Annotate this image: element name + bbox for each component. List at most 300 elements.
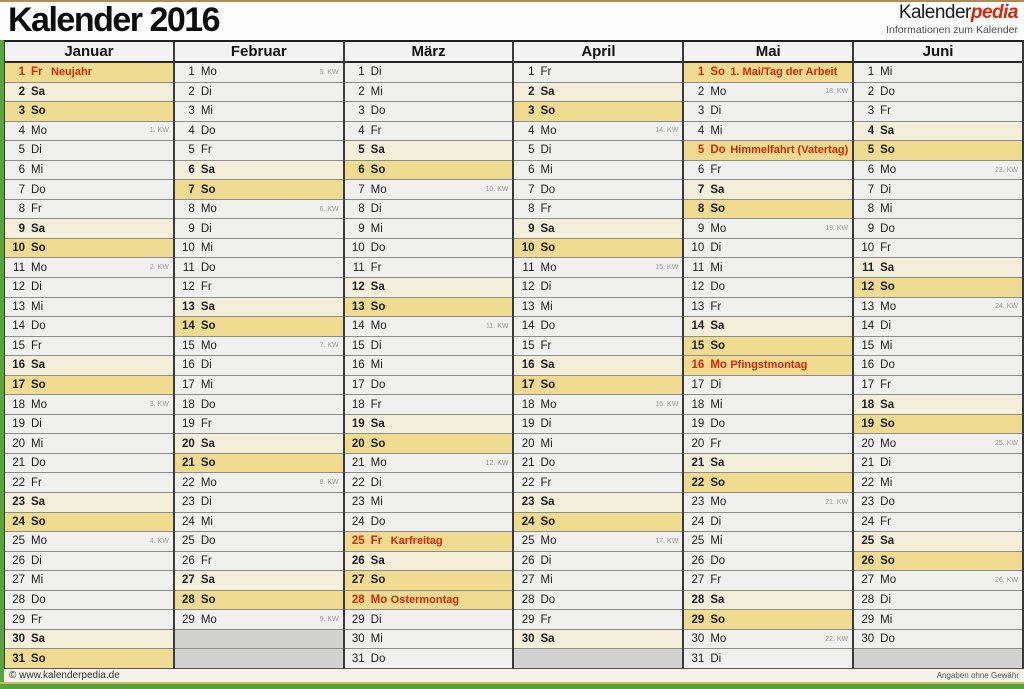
day-weekday: Di: [710, 652, 722, 665]
day-weekday: Do: [710, 281, 726, 294]
day-number: 23: [521, 496, 535, 509]
day-weekday: Sa: [370, 144, 385, 157]
footer-url[interactable]: © www.kalenderpedia.de: [9, 669, 120, 681]
day-weekday: Mi: [880, 476, 893, 489]
day-cell: [514, 258, 682, 278]
day-number: 17: [861, 379, 875, 392]
day-cell: [514, 591, 682, 611]
day-number: 17: [691, 379, 705, 392]
day-cell: [5, 83, 173, 103]
calendar-week-label: 5. KW: [319, 68, 339, 76]
day-number: 27: [351, 574, 365, 587]
day-number: 7: [697, 183, 705, 196]
day-cell: [684, 630, 852, 650]
day-cell: [854, 122, 1022, 142]
day-cell: [854, 102, 1022, 122]
day-weekday: So: [200, 183, 216, 196]
day-number: 5: [18, 144, 25, 157]
month-column-januar: [4, 42, 175, 669]
calendar-week-label: 11. KW: [486, 322, 509, 330]
day-cell: [514, 356, 682, 376]
logo-text-black: Kalender: [898, 2, 971, 23]
day-number: 27: [182, 574, 195, 587]
day-cell: [854, 337, 1022, 357]
day-cell: [345, 317, 513, 337]
title-bar: [0, 2, 1024, 40]
day-cell: [345, 415, 513, 435]
day-cell: [175, 298, 343, 318]
day-number: 11: [13, 261, 25, 274]
day-weekday: Sa: [370, 554, 385, 567]
day-weekday: Fr: [200, 281, 212, 294]
day-weekday: So: [540, 105, 556, 118]
day-weekday: Fr: [370, 398, 382, 411]
day-cell: [684, 258, 852, 278]
day-weekday: Di: [200, 85, 212, 98]
day-cell: [854, 239, 1022, 259]
day-weekday: Do: [370, 515, 386, 528]
day-cell: [345, 356, 513, 376]
day-weekday: Di: [880, 183, 892, 196]
day-weekday: Di: [710, 515, 722, 528]
day-number: 28: [521, 594, 535, 607]
day-number: 26: [521, 554, 535, 567]
day-number: 20: [182, 437, 195, 450]
day-cell: [514, 239, 682, 259]
holiday-label: 1. Mai/Tag der Arbeit: [730, 66, 838, 79]
day-cell: [345, 610, 513, 630]
day-weekday: Do: [880, 496, 895, 509]
day-cell: [5, 376, 173, 396]
holiday-label: Neujahr: [51, 66, 92, 79]
day-number: 18: [351, 398, 365, 411]
day-number: 18: [182, 398, 195, 411]
day-number: 6: [188, 164, 195, 176]
day-number: 20: [691, 437, 705, 450]
calendar-week-label: 15. KW: [655, 264, 679, 272]
day-number: 3: [358, 105, 365, 118]
day-number: 6: [697, 164, 705, 176]
day-weekday: Mi: [710, 261, 723, 274]
day-weekday: Mo: [370, 594, 388, 607]
calendar-week-label: 21. KW: [825, 498, 849, 506]
day-weekday: So: [540, 242, 556, 255]
day-number: 30: [12, 633, 25, 646]
day-cell: [175, 356, 343, 376]
day-weekday: Do: [880, 222, 895, 235]
calendar-week-label: 1. KW: [149, 127, 169, 135]
day-weekday: Mi: [200, 379, 213, 392]
day-weekday: Do: [31, 183, 46, 196]
day-number: 21: [182, 457, 195, 470]
day-weekday: Sa: [540, 359, 555, 372]
day-weekday: Di: [200, 496, 212, 509]
day-cell: [5, 102, 173, 122]
day-weekday: Mi: [540, 164, 553, 176]
day-weekday: Mi: [880, 339, 893, 352]
day-weekday: Fr: [370, 261, 382, 274]
day-number: 29: [12, 613, 25, 626]
day-number: 15: [351, 339, 365, 352]
day-cell: [684, 180, 852, 200]
day-weekday: Mo: [31, 124, 47, 137]
day-weekday: Mo: [710, 633, 727, 646]
day-weekday: Fr: [31, 66, 43, 79]
day-weekday: Mi: [200, 242, 213, 255]
day-cell: [345, 493, 513, 513]
day-cell: [5, 200, 173, 220]
day-weekday: Do: [540, 320, 556, 333]
day-number: 13: [182, 300, 195, 313]
day-number: 9: [188, 222, 195, 235]
day-weekday: Di: [370, 203, 382, 216]
day-cell: [175, 180, 343, 200]
day-number: 12: [861, 281, 875, 294]
day-weekday: Sa: [540, 633, 555, 646]
day-number: 21: [12, 457, 25, 470]
day-number: 26: [12, 554, 25, 567]
day-cell: [175, 376, 343, 396]
day-weekday: Do: [540, 183, 556, 196]
day-cell: [345, 434, 513, 454]
day-weekday: Mi: [710, 124, 723, 137]
day-weekday: Mi: [710, 398, 723, 411]
day-weekday: Fr: [370, 535, 383, 548]
day-weekday: Mo: [31, 535, 47, 548]
day-number: 17: [351, 379, 365, 392]
day-number: 11: [182, 261, 195, 274]
day-number: 10: [351, 242, 365, 255]
day-number: 14: [182, 320, 195, 333]
day-weekday: Mi: [880, 613, 893, 626]
day-weekday: Do: [31, 457, 46, 470]
day-weekday: Di: [540, 281, 552, 294]
holiday-label: Ostermontag: [390, 594, 460, 607]
day-weekday: Mi: [370, 222, 383, 235]
day-weekday: So: [710, 203, 726, 216]
day-weekday: Mo: [880, 300, 897, 313]
day-number: 8: [867, 203, 875, 216]
day-number: 28: [691, 594, 705, 607]
day-cell: [514, 83, 682, 103]
empty-cell: [175, 630, 343, 650]
day-cell: [514, 141, 682, 161]
day-number: 9: [867, 222, 875, 235]
day-number: 9: [697, 222, 705, 235]
day-number: 10: [691, 242, 705, 255]
day-weekday: Do: [200, 124, 216, 137]
day-weekday: So: [370, 574, 386, 587]
day-cell: [5, 454, 173, 474]
day-weekday: Di: [31, 554, 42, 567]
day-cell: [345, 278, 513, 298]
day-number: 18: [521, 398, 535, 411]
day-number: 6: [18, 164, 25, 176]
day-weekday: Mi: [880, 203, 893, 216]
day-cell: [854, 630, 1022, 650]
day-cell: [175, 200, 343, 220]
day-weekday: So: [710, 66, 726, 79]
day-cell: [345, 337, 513, 357]
day-cell: [684, 122, 852, 142]
day-cell: [854, 434, 1022, 454]
day-number: 14: [521, 320, 535, 333]
day-number: 2: [528, 85, 535, 98]
day-weekday: Mi: [200, 105, 213, 118]
day-cell: [5, 356, 173, 376]
day-cell: [345, 552, 513, 572]
day-number: 12: [182, 281, 195, 294]
day-weekday: So: [31, 105, 46, 118]
day-cell: [5, 258, 173, 278]
day-cell: [5, 513, 173, 533]
day-cell: [684, 513, 852, 533]
day-weekday: So: [200, 457, 216, 470]
day-cell: [5, 161, 173, 181]
day-number: 25: [861, 535, 875, 548]
day-weekday: Do: [31, 594, 46, 607]
day-weekday: So: [31, 379, 46, 392]
day-number: 20: [521, 437, 535, 450]
day-cell: [345, 649, 513, 669]
day-number: 24: [12, 515, 25, 528]
day-weekday: Mo: [880, 437, 897, 450]
day-cell: [684, 591, 852, 611]
day-weekday: Do: [880, 633, 895, 646]
day-cell: [175, 591, 343, 611]
day-cell: [684, 473, 852, 493]
day-weekday: So: [710, 339, 726, 352]
month-header: Januar: [5, 42, 173, 63]
day-cell: [345, 571, 513, 591]
day-cell: [5, 337, 173, 357]
day-number: 2: [188, 85, 195, 98]
day-weekday: Mo: [540, 535, 557, 548]
day-number: 16: [351, 359, 365, 372]
day-cell: [175, 513, 343, 533]
day-weekday: Mo: [540, 124, 557, 137]
day-number: 12: [351, 281, 365, 294]
day-cell: [854, 571, 1022, 591]
day-cell: [345, 376, 513, 396]
green-bottom-bar: [0, 684, 1024, 689]
day-cell: [514, 571, 682, 591]
day-cell: [514, 376, 682, 396]
day-weekday: So: [31, 652, 46, 665]
day-number: 3: [528, 105, 535, 118]
day-number: 6: [867, 164, 875, 176]
day-weekday: Sa: [540, 222, 555, 235]
day-number: 27: [861, 574, 875, 587]
day-number: 13: [521, 300, 535, 313]
day-number: 16: [182, 359, 195, 372]
day-weekday: Do: [540, 457, 556, 470]
day-cell: [175, 552, 343, 572]
day-cell: [5, 415, 173, 435]
day-cell: [854, 513, 1022, 533]
day-weekday: Fr: [31, 339, 42, 352]
day-weekday: So: [31, 242, 46, 255]
day-weekday: Mo: [370, 320, 387, 333]
day-weekday: So: [370, 300, 386, 313]
day-number: 16: [12, 359, 25, 372]
day-weekday: Mo: [200, 66, 217, 79]
day-weekday: Fr: [200, 144, 212, 157]
day-number: 10: [182, 242, 195, 255]
day-cell: [345, 454, 513, 474]
day-weekday: Sa: [880, 124, 895, 137]
day-weekday: Mo: [880, 164, 897, 176]
day-weekday: Di: [540, 144, 552, 157]
day-number: 13: [351, 300, 365, 313]
day-weekday: Mi: [710, 535, 723, 548]
day-number: 23: [691, 496, 705, 509]
day-number: 27: [521, 574, 535, 587]
day-cell: [854, 591, 1022, 611]
day-weekday: Sa: [31, 222, 46, 235]
day-weekday: Di: [370, 476, 382, 489]
day-cell: [854, 552, 1022, 572]
day-weekday: So: [880, 418, 895, 431]
day-number: 31: [12, 652, 25, 665]
day-cell: [5, 649, 173, 669]
day-cell: [345, 63, 513, 83]
day-weekday: Di: [540, 418, 552, 431]
day-weekday: Mo: [31, 261, 47, 274]
day-weekday: Di: [710, 379, 722, 392]
day-number: 1: [528, 66, 535, 79]
month-column-mai: [684, 42, 854, 669]
day-number: 22: [521, 476, 535, 489]
day-weekday: Sa: [31, 359, 46, 372]
day-number: 8: [188, 203, 195, 216]
empty-cell: [175, 649, 343, 669]
day-weekday: Fr: [880, 515, 891, 528]
day-number: 26: [182, 554, 195, 567]
holiday-label: Pfingstmontag: [730, 359, 808, 372]
day-weekday: Fr: [880, 105, 891, 118]
day-weekday: Do: [370, 242, 386, 255]
day-cell: [684, 376, 852, 396]
day-weekday: Sa: [710, 183, 725, 196]
calendar-week-label: 6. KW: [319, 205, 339, 213]
month-column-juni: [854, 42, 1024, 669]
day-cell: [345, 591, 513, 611]
calendar-week-label: 10. KW: [485, 186, 509, 194]
day-number: 25: [691, 535, 705, 548]
day-weekday: Di: [370, 613, 382, 626]
calendar-week-label: 26. KW: [995, 576, 1018, 584]
day-number: 28: [182, 594, 195, 607]
day-number: 1: [697, 66, 705, 79]
day-weekday: Fr: [880, 242, 891, 255]
day-weekday: So: [370, 164, 386, 176]
day-weekday: Mi: [31, 574, 44, 587]
day-weekday: Mi: [31, 437, 44, 450]
day-cell: [175, 610, 343, 630]
day-number: 6: [528, 164, 535, 176]
day-number: 30: [521, 633, 535, 646]
day-number: 17: [521, 379, 535, 392]
day-cell: [684, 337, 852, 357]
kalenderpedia-logo[interactable]: [886, 2, 1024, 36]
month-header: März: [345, 42, 513, 63]
day-weekday: Sa: [540, 85, 555, 98]
day-cell: [514, 122, 682, 142]
day-weekday: Fr: [540, 66, 552, 79]
day-cell: [684, 161, 852, 181]
page-title: Kalender 2016: [8, 1, 220, 39]
day-cell: [5, 610, 173, 630]
day-number: 24: [182, 515, 195, 528]
day-cell: [345, 395, 513, 415]
day-number: 22: [351, 476, 365, 489]
day-weekday: Di: [710, 242, 722, 255]
day-cell: [514, 161, 682, 181]
day-cell: [854, 63, 1022, 83]
day-number: 19: [12, 418, 25, 431]
day-weekday: Mo: [880, 574, 897, 587]
day-number: 10: [12, 242, 25, 255]
day-weekday: Fr: [710, 164, 722, 176]
day-cell: [514, 337, 682, 357]
day-number: 29: [521, 613, 535, 626]
day-number: 4: [18, 124, 25, 137]
day-number: 6: [358, 164, 365, 176]
day-weekday: So: [31, 515, 46, 528]
day-weekday: Mo: [370, 457, 387, 470]
day-number: 23: [861, 496, 875, 509]
day-weekday: So: [540, 379, 556, 392]
day-weekday: Di: [31, 418, 42, 431]
day-cell: [684, 141, 852, 161]
day-cell: [345, 161, 513, 181]
day-cell: [514, 317, 682, 337]
day-number: 14: [861, 320, 875, 333]
day-weekday: Fr: [710, 300, 722, 313]
day-cell: [854, 298, 1022, 318]
day-number: 29: [861, 613, 875, 626]
day-weekday: Di: [880, 457, 892, 470]
day-weekday: So: [880, 281, 895, 294]
day-number: 9: [358, 222, 365, 235]
day-number: 12: [691, 281, 705, 294]
day-cell: [514, 219, 682, 239]
day-weekday: Mo: [710, 85, 727, 98]
day-weekday: Di: [880, 320, 892, 333]
day-number: 24: [691, 515, 705, 528]
day-number: 4: [358, 124, 365, 137]
holiday-label: Himmelfahrt (Vatertag): [730, 144, 849, 157]
day-cell: [175, 337, 343, 357]
day-weekday: Mo: [200, 339, 217, 352]
day-weekday: Mi: [200, 515, 213, 528]
calendar-main: [0, 40, 1024, 682]
day-number: 5: [867, 144, 875, 157]
day-cell: [5, 180, 173, 200]
day-cell: [854, 473, 1022, 493]
logo-wordmark: [886, 3, 1018, 24]
day-cell: [854, 415, 1022, 435]
day-number: 18: [691, 398, 705, 411]
day-number: 29: [351, 613, 365, 626]
calendar-week-label: 7. KW: [319, 342, 339, 350]
day-cell: [514, 493, 682, 513]
day-cell: [345, 219, 513, 239]
day-number: 7: [528, 183, 535, 196]
day-cell: [684, 493, 852, 513]
day-number: 9: [528, 222, 535, 235]
